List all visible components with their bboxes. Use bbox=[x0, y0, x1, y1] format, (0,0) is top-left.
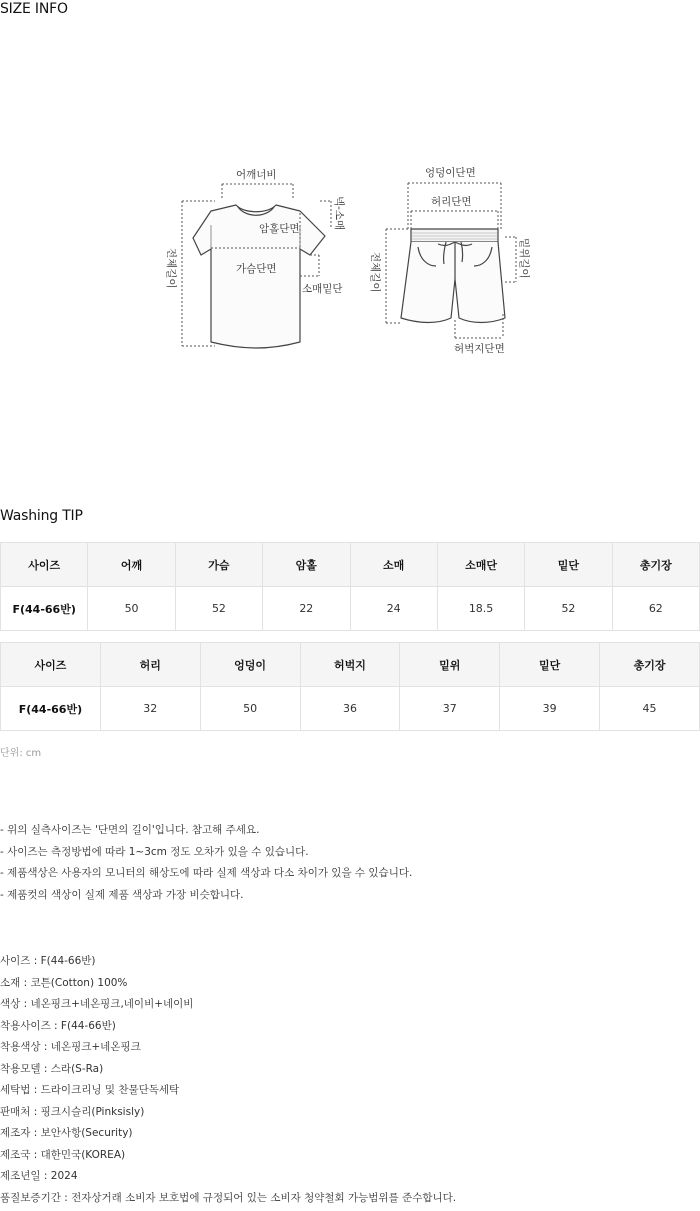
unit-note: 단위: cm bbox=[0, 744, 41, 759]
table-header-cell: 총기장 bbox=[600, 643, 700, 687]
table-header-cell: 엉덩이 bbox=[200, 643, 300, 687]
info-item: 제조자 : 보안사항(Security) bbox=[0, 1125, 456, 1147]
table-header-cell: 암홀 bbox=[263, 543, 350, 587]
table-cell: 36 bbox=[300, 687, 400, 731]
washing-tip-heading: Washing TIP bbox=[0, 508, 83, 524]
table-cell: F(44-66반) bbox=[1, 587, 88, 631]
label-thigh: 허벅지단면 bbox=[454, 342, 505, 355]
table-header-cell: 어깨 bbox=[88, 543, 175, 587]
shorts-illustration bbox=[401, 229, 505, 323]
table-header-cell: 사이즈 bbox=[1, 643, 101, 687]
label-chest: 가슴단면 bbox=[236, 262, 277, 275]
table-cell: 39 bbox=[500, 687, 600, 731]
label-top-total-length: 전체길이 bbox=[165, 248, 178, 289]
table-cell: 50 bbox=[200, 687, 300, 731]
table-cell: 50 bbox=[88, 587, 175, 631]
table-header-cell: 사이즈 bbox=[1, 543, 88, 587]
table-cell: 62 bbox=[612, 587, 699, 631]
info-item: 판매처 : 핑크시슬리(Pinksisly) bbox=[0, 1104, 456, 1126]
label-neck-sleeve: 넥-소매 bbox=[333, 196, 346, 230]
table-header-cell: 밑단 bbox=[500, 643, 600, 687]
info-item: 소재 : 코튼(Cotton) 100% bbox=[0, 975, 456, 997]
product-info-list bbox=[0, 953, 456, 1211]
table-header-cell: 가슴 bbox=[175, 543, 262, 587]
info-item: 착용사이즈 : F(44-66반) bbox=[0, 1018, 456, 1040]
table-row bbox=[1, 587, 700, 631]
info-item: 색상 : 네온핑크+네온핑크,네이비+네이비 bbox=[0, 996, 456, 1018]
table-cell: 24 bbox=[350, 587, 437, 631]
table-header-row bbox=[1, 543, 700, 587]
table-cell: 52 bbox=[175, 587, 262, 631]
table-cell: 32 bbox=[100, 687, 200, 731]
table-cell: 37 bbox=[400, 687, 500, 731]
info-item: 사이즈 : F(44-66반) bbox=[0, 953, 456, 975]
label-bottom-total-length: 전체길이 bbox=[369, 252, 382, 293]
table-header-cell: 총기장 bbox=[612, 543, 699, 587]
table-cell: 52 bbox=[525, 587, 612, 631]
table-cell: 22 bbox=[263, 587, 350, 631]
size-notes bbox=[0, 822, 412, 909]
table-cell: 18.5 bbox=[437, 587, 524, 631]
info-item: 착용모델 : 스라(S-Ra) bbox=[0, 1061, 456, 1083]
info-item: 품질보증기간 : 전자상거래 소비자 보호법에 규정되어 있는 소비자 청약철회 가능범위를 준수합니다. bbox=[0, 1190, 456, 1211]
info-item: 착용색상 : 네온핑크+네온핑크 bbox=[0, 1039, 456, 1061]
info-item: 제조국 : 대한민국(KOREA) bbox=[0, 1147, 456, 1169]
size-diagram bbox=[0, 0, 700, 500]
table-header-cell: 허벅지 bbox=[300, 643, 400, 687]
note-item: - 위의 실측사이즈는 '단면의 길이'입니다. 참고해 주세요. bbox=[0, 822, 412, 844]
bottom-size-table bbox=[0, 642, 700, 731]
table-header-cell: 소매단 bbox=[437, 543, 524, 587]
table-cell: 45 bbox=[600, 687, 700, 731]
size-info-heading: SIZE INFO bbox=[0, 1, 68, 17]
label-armhole: 암홀단면 bbox=[259, 222, 300, 235]
table-header-row bbox=[1, 643, 700, 687]
label-shoulder-width: 어깨너비 bbox=[236, 168, 277, 181]
table-header-cell: 소매 bbox=[350, 543, 437, 587]
top-size-table bbox=[0, 542, 700, 631]
label-waist: 허리단면 bbox=[431, 195, 472, 208]
label-sleeve-hem: 소매밑단 bbox=[302, 282, 343, 295]
table-header-cell: 밑단 bbox=[525, 543, 612, 587]
label-rise: 밑위길이 bbox=[518, 238, 531, 279]
table-row bbox=[1, 687, 700, 731]
table-header-cell: 밑위 bbox=[400, 643, 500, 687]
table-cell: F(44-66반) bbox=[1, 687, 101, 731]
info-item: 세탁법 : 드라이크리닝 및 찬물단독세탁 bbox=[0, 1082, 456, 1104]
note-item: - 제품색상은 사용자의 모니터의 해상도에 따라 실제 색상과 다소 차이가 있을 수 있습니다. bbox=[0, 865, 412, 887]
label-hip: 엉덩이단면 bbox=[425, 166, 476, 179]
note-item: - 제품컷의 색상이 실제 제품 색상과 가장 비슷합니다. bbox=[0, 887, 412, 909]
info-item: 제조년일 : 2024 bbox=[0, 1168, 456, 1190]
note-item: - 사이즈는 측정방법에 따라 1~3cm 정도 오차가 있을 수 있습니다. bbox=[0, 844, 412, 866]
table-header-cell: 허리 bbox=[100, 643, 200, 687]
